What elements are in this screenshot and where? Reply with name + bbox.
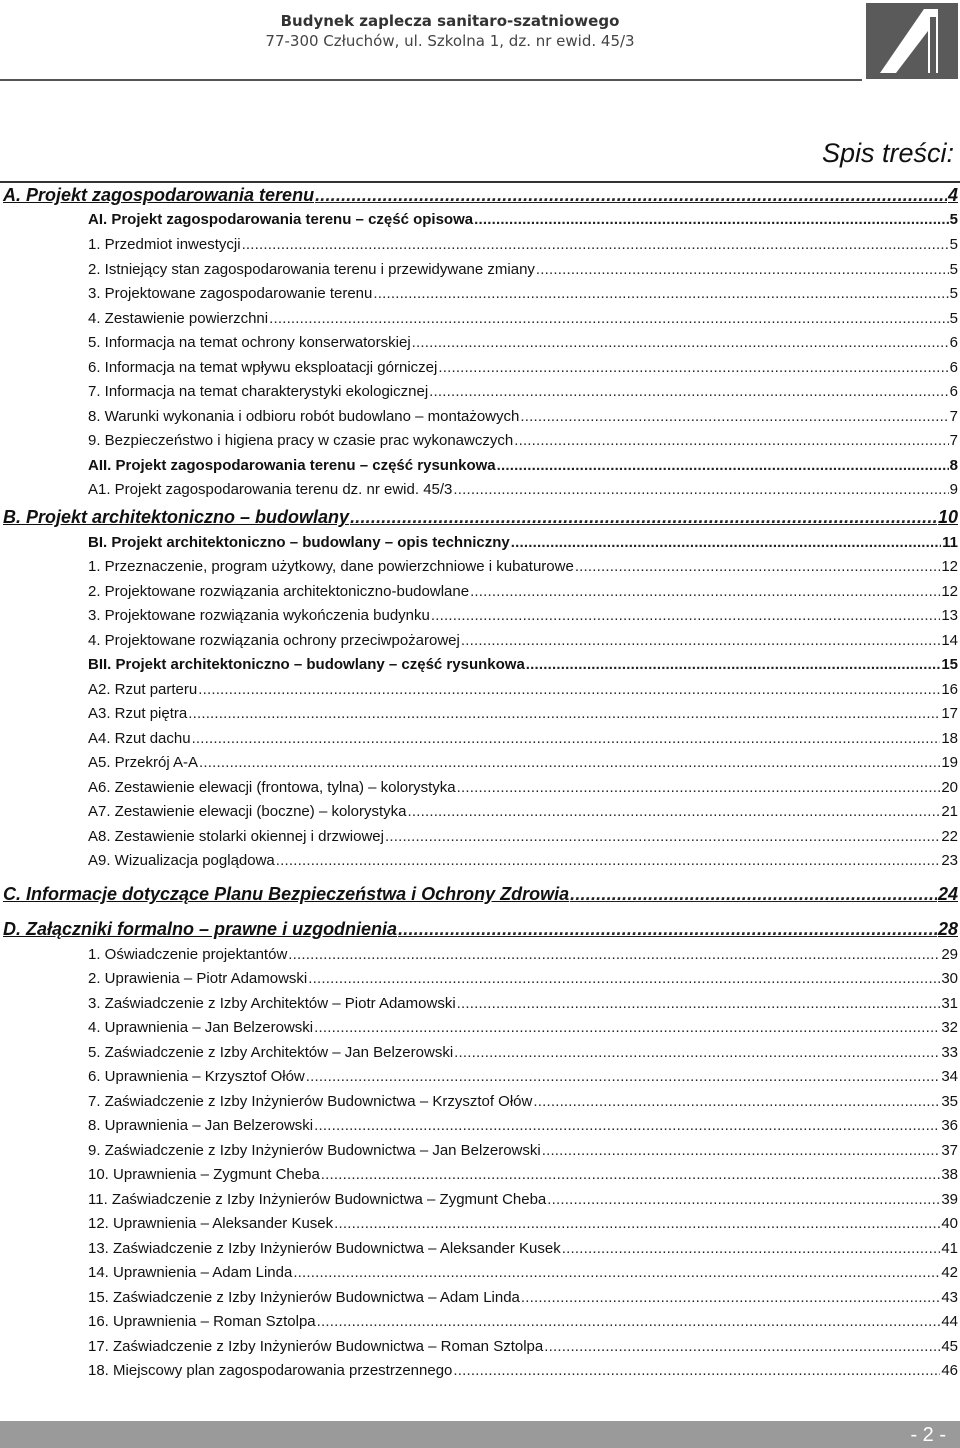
toc-entry[interactable] bbox=[3, 884, 958, 904]
toc-leader-dots bbox=[385, 827, 940, 847]
toc-leader-dots bbox=[412, 333, 949, 353]
toc-leader-dots bbox=[373, 284, 948, 304]
toc-entry-page: 5 bbox=[949, 285, 958, 302]
toc-entry-page: 23 bbox=[941, 852, 958, 869]
toc-entry-page: 6 bbox=[949, 383, 958, 400]
toc-entry-label: 5. Zaświadczenie z Izby Architektów – Jan Belzerowski bbox=[88, 1044, 454, 1061]
toc-leader-dots bbox=[474, 210, 949, 230]
toc-leader-dots bbox=[293, 1263, 940, 1283]
toc-leader-dots bbox=[306, 1067, 941, 1087]
toc-entry-label: 10. Uprawnienia – Zygmunt Cheba bbox=[88, 1166, 320, 1183]
toc-entry[interactable] bbox=[88, 680, 958, 700]
toc-entry-label: 1. Przedmiot inwestycji bbox=[88, 236, 241, 253]
toc-entry-label: 1. Przeznaczenie, program użytkowy, dane powierzchniowe i kubaturowe bbox=[88, 558, 574, 575]
toc-entry-page: 14 bbox=[941, 632, 958, 649]
toc-leader-dots bbox=[288, 945, 940, 965]
toc-entry-label: 8. Warunki wykonania i odbioru robót budowlano – montażowych bbox=[88, 408, 520, 425]
toc-entry[interactable] bbox=[88, 1141, 958, 1161]
toc-entry-label: A7. Zestawienie elewacji (boczne) – kolorystyka bbox=[88, 803, 407, 820]
toc-leader-dots bbox=[334, 1214, 940, 1234]
toc-entry-page: 16 bbox=[941, 681, 958, 698]
toc-entry[interactable] bbox=[88, 1043, 958, 1063]
toc-entry-page: 8 bbox=[949, 457, 958, 474]
toc-entry-page: 44 bbox=[941, 1313, 958, 1330]
toc-leader-dots bbox=[520, 407, 948, 427]
toc-entry[interactable] bbox=[88, 210, 958, 230]
toc-entry-label: A2. Rzut parteru bbox=[88, 681, 198, 698]
toc-entry[interactable] bbox=[3, 919, 958, 939]
toc-entry[interactable] bbox=[88, 994, 958, 1014]
toc-entry-page: 39 bbox=[941, 1191, 958, 1208]
toc-entry[interactable] bbox=[88, 1361, 958, 1381]
toc-entry[interactable] bbox=[88, 456, 958, 476]
toc-entry[interactable] bbox=[88, 655, 958, 675]
toc-entry-page: 6 bbox=[949, 334, 958, 351]
toc-entry-page: 5 bbox=[949, 236, 958, 253]
toc-entry-page: 4 bbox=[947, 185, 958, 205]
toc-entry[interactable] bbox=[88, 1190, 958, 1210]
toc-entry-page: 5 bbox=[949, 261, 958, 278]
toc-leader-dots bbox=[188, 704, 940, 724]
toc-entry[interactable] bbox=[88, 309, 958, 329]
toc-entry-page: 11 bbox=[942, 534, 958, 551]
toc-entry-label: 17. Zaświadczenie z Izby Inżynierów Budownictwa – Roman Sztolpa bbox=[88, 1338, 544, 1355]
toc-entry-label: BII. Projekt architektoniczno – budowlany – część rysunkowa bbox=[88, 656, 525, 673]
toc-entry-label: C. Informacje dotyczące Planu Bezpieczeństwa i Ochrony Zdrowia bbox=[3, 884, 570, 904]
toc-leader-dots bbox=[198, 680, 940, 700]
toc-leader-dots bbox=[431, 606, 940, 626]
toc-leader-dots bbox=[547, 1190, 940, 1210]
toc-entry-page: 32 bbox=[941, 1019, 958, 1036]
toc-entry-page: 9 bbox=[949, 481, 958, 498]
toc-leader-dots bbox=[562, 1239, 941, 1259]
toc-entry[interactable] bbox=[88, 1116, 958, 1136]
toc-entry-label: A4. Rzut dachu bbox=[88, 730, 191, 747]
toc-entry-page: 35 bbox=[941, 1093, 958, 1110]
toc-entry[interactable] bbox=[88, 802, 958, 822]
toc-leader-dots bbox=[314, 1018, 940, 1038]
toc-entry[interactable] bbox=[88, 1067, 958, 1087]
toc-entry-label: 11. Zaświadczenie z Izby Inżynierów Budownictwa – Zygmunt Cheba bbox=[88, 1191, 547, 1208]
toc-leader-dots bbox=[407, 802, 940, 822]
toc-leader-dots bbox=[521, 1288, 940, 1308]
toc-entry[interactable] bbox=[88, 704, 958, 724]
toc-entry-label: 7. Informacja na temat charakterystyki ekologicznej bbox=[88, 383, 429, 400]
toc-entry-label: 9. Zaświadczenie z Izby Inżynierów Budownictwa – Jan Belzerowski bbox=[88, 1142, 541, 1159]
toc-entry-label: AI. Projekt zagospodarowania terenu – część opisowa bbox=[88, 211, 474, 228]
toc-entry-page: 17 bbox=[941, 705, 958, 722]
toc-entry[interactable] bbox=[88, 1239, 958, 1259]
toc-leader-dots bbox=[317, 1312, 941, 1332]
toc-entry[interactable] bbox=[88, 1214, 958, 1234]
toc-entry[interactable] bbox=[88, 284, 958, 304]
toc-leader-dots bbox=[453, 480, 948, 500]
toc-entry[interactable] bbox=[88, 969, 958, 989]
toc-entry-page: 42 bbox=[941, 1264, 958, 1281]
toc-entry[interactable] bbox=[88, 1312, 958, 1332]
header-rule bbox=[0, 79, 862, 81]
toc-entry-label: 8. Uprawnienia – Jan Belzerowski bbox=[88, 1117, 314, 1134]
toc-entry[interactable] bbox=[88, 1337, 958, 1357]
toc-entry[interactable] bbox=[88, 945, 958, 965]
toc-leader-dots bbox=[321, 1165, 941, 1185]
toc-entry-label: 13. Zaświadczenie z Izby Inżynierów Budownictwa – Aleksander Kusek bbox=[88, 1240, 561, 1257]
toc-entry-page: 29 bbox=[941, 946, 958, 963]
toc-entry-label: A6. Zestawienie elewacji (frontowa, tylna) – kolorystyka bbox=[88, 779, 456, 796]
header-address: 77-300 Człuchów, ul. Szkolna 1, dz. nr ewid. 45/3 bbox=[265, 32, 635, 50]
toc-leader-dots bbox=[575, 557, 941, 577]
toc-leader-dots bbox=[350, 507, 937, 527]
toc-entry-label: 4. Uprawnienia – Jan Belzerowski bbox=[88, 1019, 314, 1036]
footer-bar bbox=[0, 1421, 960, 1448]
toc-entry-label: A1. Projekt zagospodarowania terenu dz. nr ewid. 45/3 bbox=[88, 481, 453, 498]
toc-entry-page: 19 bbox=[941, 754, 958, 771]
toc-entry[interactable] bbox=[88, 582, 958, 602]
toc-entry-page: 12 bbox=[941, 583, 958, 600]
toc-entry-label: 4. Zestawienie powierzchni bbox=[88, 310, 269, 327]
toc-entry-label: 4. Projektowane rozwiązania ochrony przeciwpożarowej bbox=[88, 632, 460, 649]
toc-entry-page: 15 bbox=[941, 656, 958, 673]
toc-leader-dots bbox=[315, 185, 947, 205]
toc-entry[interactable] bbox=[88, 235, 958, 255]
toc-leader-dots bbox=[497, 456, 949, 476]
toc-entry[interactable] bbox=[88, 1263, 958, 1283]
toc-leader-dots bbox=[514, 431, 948, 451]
toc-entry-label: 3. Projektowane zagospodarowanie terenu bbox=[88, 285, 373, 302]
toc-leader-dots bbox=[314, 1116, 940, 1136]
toc-leader-dots bbox=[542, 1141, 941, 1161]
toc-entry[interactable] bbox=[88, 851, 958, 871]
toc-entry-label: 3. Zaświadczenie z Izby Architektów – Piotr Adamowski bbox=[88, 995, 456, 1012]
toc-entry-label: 14. Uprawnienia – Adam Linda bbox=[88, 1264, 293, 1281]
toc-entry-page: 12 bbox=[941, 558, 958, 575]
toc-entry-page: 46 bbox=[941, 1362, 958, 1379]
toc-entry-label: 15. Zaświadczenie z Izby Inżynierów Budownictwa – Adam Linda bbox=[88, 1289, 520, 1306]
toc-leader-dots bbox=[526, 655, 941, 675]
toc-entry-page: 34 bbox=[941, 1068, 958, 1085]
toc-entry-page: 33 bbox=[941, 1044, 958, 1061]
toc-leader-dots bbox=[276, 851, 941, 871]
toc-entry-page: 5 bbox=[949, 310, 958, 327]
toc-entry[interactable] bbox=[3, 185, 958, 205]
toc-entry-label: 2. Uprawienia – Piotr Adamowski bbox=[88, 970, 308, 987]
toc-entry-label: 18. Miejscowy plan zagospodarowania przestrzennego bbox=[88, 1362, 453, 1379]
toc-entry-page: 38 bbox=[941, 1166, 958, 1183]
toc-entry-label: 3. Projektowane rozwiązania wykończenia budynku bbox=[88, 607, 430, 624]
toc-leader-dots bbox=[511, 533, 941, 553]
toc-entry-label: A3. Rzut piętra bbox=[88, 705, 188, 722]
toc-entry[interactable] bbox=[88, 1288, 958, 1308]
toc-entry[interactable] bbox=[88, 753, 958, 773]
toc-entry[interactable] bbox=[88, 606, 958, 626]
toc-entry-label: D. Załączniki formalno – prawne i uzgodnienia bbox=[3, 919, 398, 939]
toc-leader-dots bbox=[192, 729, 941, 749]
toc-leader-dots bbox=[454, 1043, 940, 1063]
toc-entry-page: 30 bbox=[941, 970, 958, 987]
toc-leader-dots bbox=[429, 382, 949, 402]
toc-entry-page: 28 bbox=[937, 919, 958, 939]
toc-entry-label: A9. Wizualizacja poglądowa bbox=[88, 852, 275, 869]
toc-entry-label: 6. Uprawnienia – Krzysztof Ołów bbox=[88, 1068, 305, 1085]
toc-entry[interactable] bbox=[88, 533, 958, 553]
toc-leader-dots bbox=[398, 919, 937, 939]
toc-leader-dots bbox=[533, 1092, 940, 1112]
toc-entry-page: 6 bbox=[949, 359, 958, 376]
toc-entry-label: 6. Informacja na temat wpływu eksploatacji górniczej bbox=[88, 359, 438, 376]
toc-entry-page: 41 bbox=[941, 1240, 958, 1257]
header-title: Budynek zaplecza sanitaro-szatniowego bbox=[280, 12, 620, 30]
toc-entry-page: 37 bbox=[941, 1142, 958, 1159]
toc-entry[interactable] bbox=[88, 1165, 958, 1185]
toc-entry[interactable] bbox=[88, 729, 958, 749]
toc-entry-label: 12. Uprawnienia – Aleksander Kusek bbox=[88, 1215, 334, 1232]
toc-entry-page: 10 bbox=[937, 507, 958, 527]
toc-leader-dots bbox=[199, 753, 940, 773]
toc-leader-dots bbox=[242, 235, 949, 255]
toc-entry[interactable] bbox=[88, 431, 958, 451]
toc-entry[interactable] bbox=[88, 1092, 958, 1112]
toc-entry[interactable] bbox=[88, 260, 958, 280]
toc-entry-page: 21 bbox=[941, 803, 958, 820]
toc-entry-label: 2. Projektowane rozwiązania architektoniczno-budowlane bbox=[88, 583, 470, 600]
toc-entry-label: 1. Oświadczenie projektantów bbox=[88, 946, 288, 963]
toc-entry-label: 9. Bezpieczeństwo i higiena pracy w czasie prac wykonawczych bbox=[88, 432, 514, 449]
toc-entry-page: 43 bbox=[941, 1289, 958, 1306]
toc-entry[interactable] bbox=[88, 382, 958, 402]
toc-entry-page: 45 bbox=[941, 1338, 958, 1355]
toc-entry-page: 36 bbox=[941, 1117, 958, 1134]
toc-entry[interactable] bbox=[88, 407, 958, 427]
toc-leader-dots bbox=[544, 1337, 940, 1357]
toc-leader-dots bbox=[457, 994, 941, 1014]
toc-leader-dots bbox=[570, 884, 937, 904]
toc-entry-label: 16. Uprawnienia – Roman Sztolpa bbox=[88, 1313, 316, 1330]
toc-leader-dots bbox=[457, 778, 941, 798]
toc-entry-label: 7. Zaświadczenie z Izby Inżynierów Budownictwa – Krzysztof Ołów bbox=[88, 1093, 533, 1110]
toc-entry[interactable] bbox=[88, 358, 958, 378]
toc-entry-label: 2. Istniejący stan zagospodarowania terenu i przewidywane zmiany bbox=[88, 261, 535, 278]
toc-entry-page: 31 bbox=[941, 995, 958, 1012]
toc-entry[interactable] bbox=[88, 1018, 958, 1038]
toc-entry[interactable] bbox=[88, 778, 958, 798]
toc-entry-page: 40 bbox=[941, 1215, 958, 1232]
toc-entry-label: AII. Projekt zagospodarowania terenu – część rysunkowa bbox=[88, 457, 496, 474]
toc-leader-dots bbox=[453, 1361, 940, 1381]
toc-leader-dots bbox=[269, 309, 949, 329]
toc-entry-page: 7 bbox=[949, 432, 958, 449]
toc-entry-label: A. Projekt zagospodarowania terenu bbox=[3, 185, 315, 205]
toc-entry[interactable] bbox=[88, 827, 958, 847]
toc-leader-dots bbox=[308, 969, 940, 989]
toc-entry[interactable] bbox=[88, 480, 958, 500]
toc-rule bbox=[0, 181, 960, 183]
toc-entry-page: 24 bbox=[937, 884, 958, 904]
toc-entry-label: 5. Informacja na temat ochrony konserwatorskiej bbox=[88, 334, 411, 351]
toc-leader-dots bbox=[461, 631, 940, 651]
toc-leader-dots bbox=[536, 260, 949, 280]
toc-entry-page: 18 bbox=[941, 730, 958, 747]
toc-entry-label: A8. Zestawienie stolarki okiennej i drzwiowej bbox=[88, 828, 384, 845]
toc-entry-page: 7 bbox=[949, 408, 958, 425]
architect-logo-icon bbox=[866, 3, 958, 79]
toc-entry[interactable] bbox=[88, 631, 958, 651]
toc-heading: Spis treści: bbox=[821, 138, 954, 168]
toc-entry-label: A5. Przekrój A-A bbox=[88, 754, 199, 771]
toc-entry-label: B. Projekt architektoniczno – budowlany bbox=[3, 507, 350, 527]
toc-entry-page: 20 bbox=[941, 779, 958, 796]
toc-entry[interactable] bbox=[88, 557, 958, 577]
toc-leader-dots bbox=[438, 358, 948, 378]
toc-entry-page: 5 bbox=[949, 211, 958, 228]
toc-entry-page: 22 bbox=[941, 828, 958, 845]
toc-leader-dots bbox=[470, 582, 940, 602]
toc-entry-label: BI. Projekt architektoniczno – budowlany – opis techniczny bbox=[88, 534, 510, 551]
toc-entry-page: 13 bbox=[941, 607, 958, 624]
toc-entry[interactable] bbox=[3, 507, 958, 527]
toc-entry[interactable] bbox=[88, 333, 958, 353]
footer-page-number: - 2 - bbox=[910, 1424, 946, 1446]
